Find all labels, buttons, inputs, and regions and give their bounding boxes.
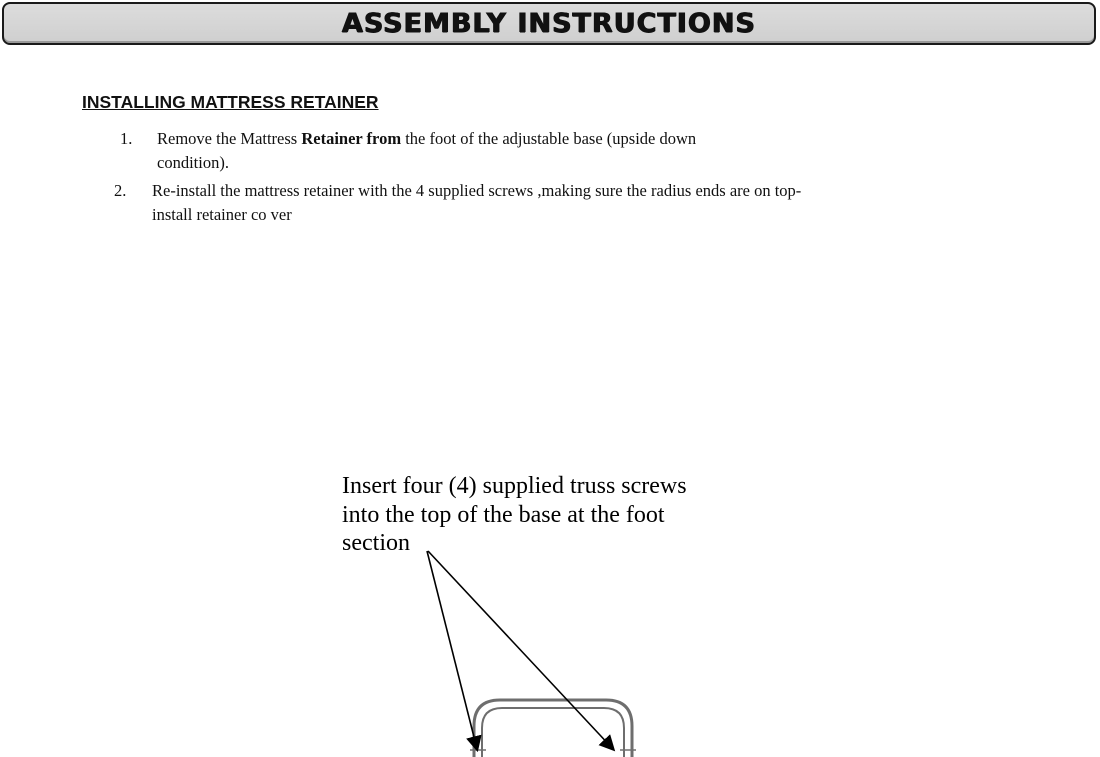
- step-number: 2.: [114, 181, 127, 200]
- step-number: 1.: [120, 129, 133, 148]
- callout-line: Insert four (4) supplied truss screws: [342, 473, 687, 499]
- banner-title: ASSEMBLY INSTRUCTIONS: [342, 8, 756, 39]
- step-text: Re-install the mattress retainer with the 4 supplied screws ,making sure the radius ends are on top-: [152, 181, 802, 200]
- step-text-part: Remove the Mattress: [157, 129, 302, 148]
- callout-line: into the top of the base at the foot: [342, 501, 665, 528]
- callout-line: section: [342, 530, 410, 556]
- pointer-arrow-right: [428, 551, 613, 749]
- mattress-retainer-bar: [470, 700, 636, 757]
- pointer-arrow-left: [427, 551, 477, 749]
- step-text-bold: Retainer from: [301, 129, 402, 148]
- step-text-continuation: condition).: [157, 153, 229, 172]
- step-text-part: the foot of the adjustable base (upside down: [401, 129, 697, 148]
- step-text-continuation: install retainer co ver: [152, 205, 292, 224]
- section-heading: INSTALLING MATTRESS RETAINER: [82, 92, 379, 112]
